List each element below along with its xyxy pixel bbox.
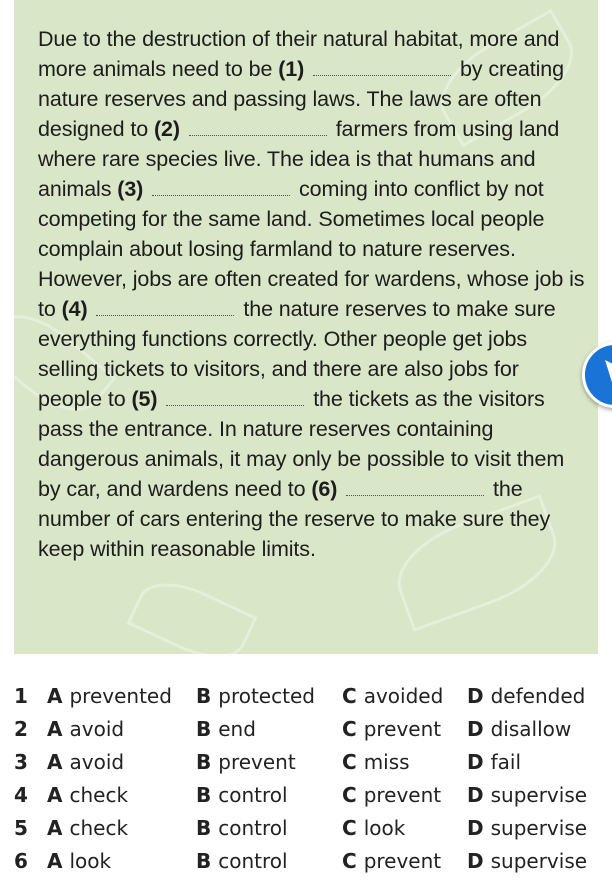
option-d[interactable]: D disallow: [467, 717, 572, 741]
option-b[interactable]: B end: [196, 717, 256, 741]
navigation-arrow-button[interactable]: [582, 342, 612, 408]
question-number: 6: [14, 849, 28, 873]
option-row-1: [0, 684, 612, 717]
option-row-5: [0, 816, 612, 849]
question-number: 1: [14, 684, 28, 708]
passage-segment: by creating nature reserves and passing laws. The laws are often designed to: [38, 57, 565, 141]
option-d[interactable]: D defended: [467, 684, 586, 708]
option-c[interactable]: C miss: [342, 750, 410, 774]
answer-gap-4[interactable]: [96, 298, 234, 316]
gap-label-4: (4): [61, 297, 88, 321]
answer-gap-2[interactable]: [189, 118, 327, 136]
passage-segment: the tickets as the visitors pass the entrance. In nature reserves containing dangerous animals, it may only be possible to visit them by car, and wardens need to: [38, 387, 565, 501]
option-d[interactable]: D supervise: [467, 849, 588, 873]
option-b[interactable]: B control: [196, 816, 288, 840]
passage-panel: [14, 0, 598, 654]
option-a[interactable]: A check: [47, 783, 129, 807]
question-number: 4: [14, 783, 28, 807]
option-b[interactable]: B control: [196, 783, 288, 807]
option-row-2: [0, 717, 612, 750]
leaf-decoration: [127, 568, 258, 654]
option-c[interactable]: C prevent: [342, 783, 442, 807]
answer-gap-1[interactable]: [313, 58, 451, 76]
option-c[interactable]: C avoided: [342, 684, 444, 708]
option-a[interactable]: A avoid: [47, 750, 125, 774]
option-a[interactable]: A prevented: [47, 684, 172, 708]
answer-gap-5[interactable]: [166, 388, 304, 406]
option-d[interactable]: D supervise: [467, 816, 588, 840]
option-c[interactable]: C prevent: [342, 849, 442, 873]
question-number: 2: [14, 717, 28, 741]
option-d[interactable]: D supervise: [467, 783, 588, 807]
option-row-6: [0, 849, 612, 882]
option-d[interactable]: D fail: [467, 750, 522, 774]
option-a[interactable]: A check: [47, 816, 129, 840]
passage-segment: coming into conflict by not competing for the same land. Sometimes local people complain about losing farmland to nature reserves. However, jobs are often created for wardens, whose job is to: [38, 177, 585, 321]
chevron-right-icon: [585, 345, 612, 405]
passage-segment: the number of cars entering the reserve to make sure they keep within reasonable limits.: [38, 477, 551, 561]
option-b[interactable]: B control: [196, 849, 288, 873]
question-number: 5: [14, 816, 28, 840]
passage-text: [38, 24, 586, 564]
answer-gap-3[interactable]: [152, 178, 290, 196]
gap-label-6: (6): [311, 477, 338, 501]
passage-segment: Due to the destruction of their natural habitat, more and more animals need to be: [38, 27, 560, 81]
passage-segment: the nature reserves to make sure everything functions correctly. Other people get jobs selling tickets to visitors, and there are also jobs for people to: [38, 297, 556, 411]
answer-gap-6[interactable]: [346, 478, 484, 496]
option-c[interactable]: C prevent: [342, 717, 442, 741]
option-row-4: [0, 783, 612, 816]
question-number: 3: [14, 750, 28, 774]
option-a[interactable]: A look: [47, 849, 112, 873]
option-row-3: [0, 750, 612, 783]
option-a[interactable]: A avoid: [47, 717, 125, 741]
gap-label-3: (3): [117, 177, 144, 201]
option-b[interactable]: B protected: [196, 684, 315, 708]
gap-label-1: (1): [278, 57, 305, 81]
passage-segment: farmers from using land where rare species live. The idea is that humans and animals: [38, 117, 560, 201]
option-c[interactable]: C look: [342, 816, 406, 840]
gap-label-5: (5): [131, 387, 158, 411]
option-b[interactable]: B prevent: [196, 750, 296, 774]
gap-label-2: (2): [153, 117, 180, 141]
